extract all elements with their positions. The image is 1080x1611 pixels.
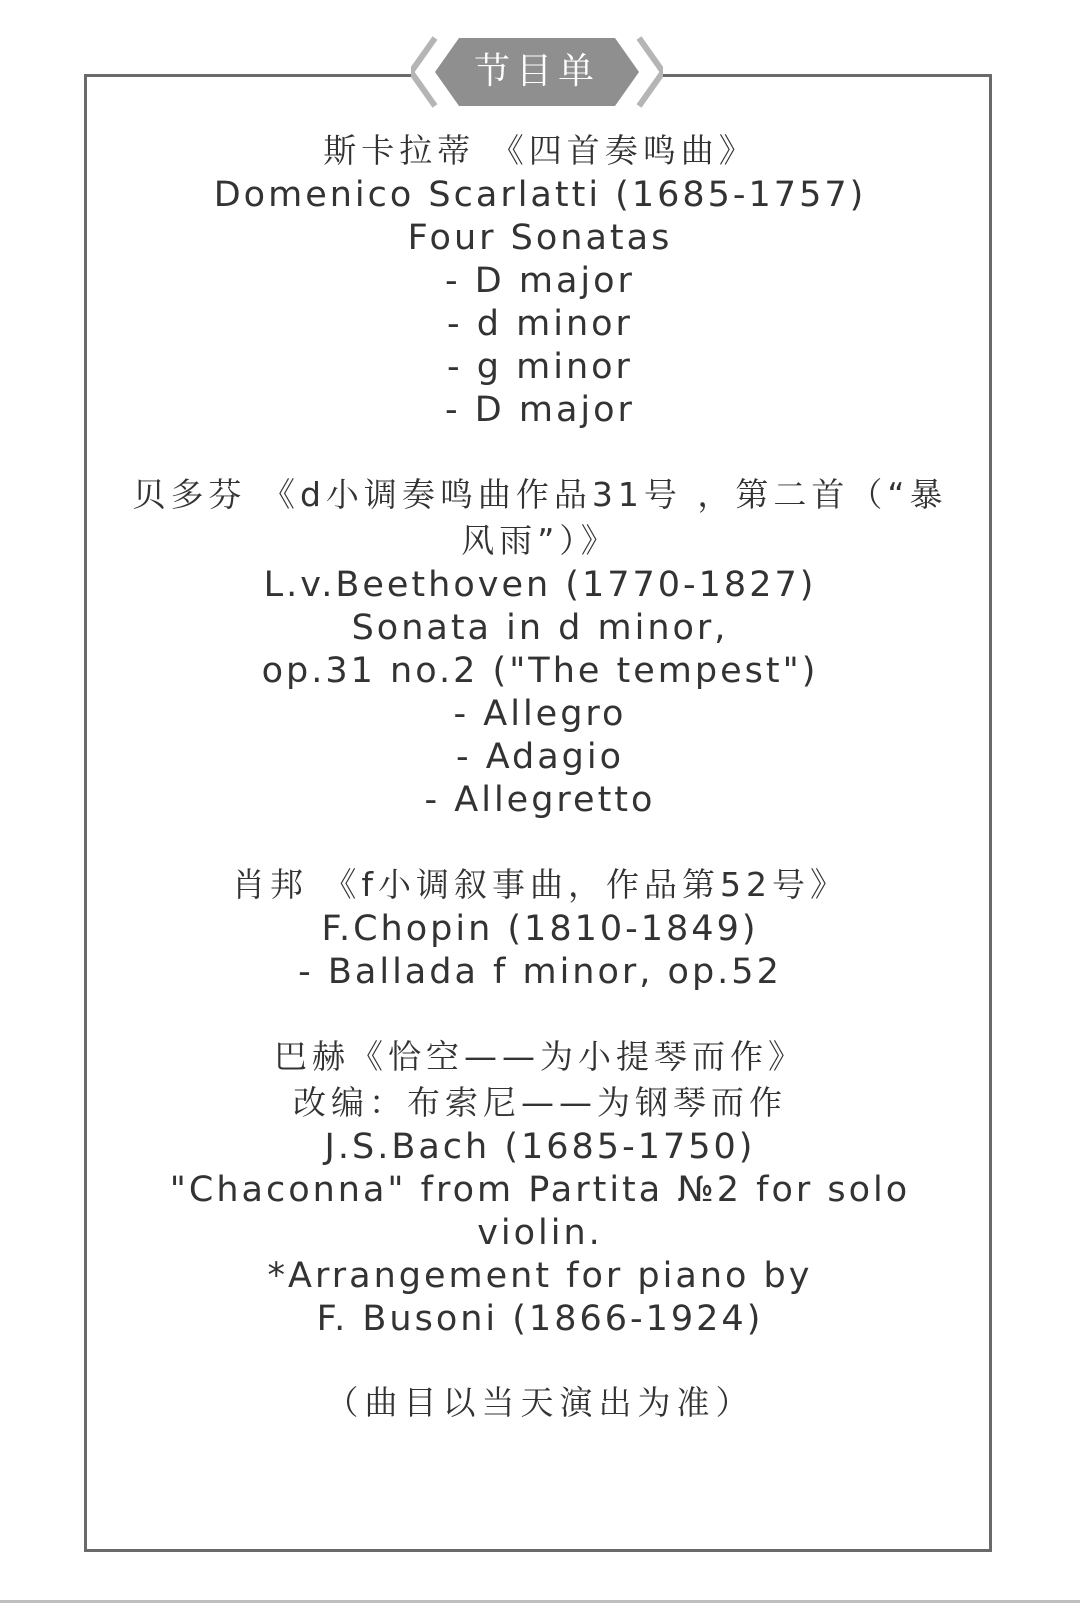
piece-line: - D major [445,390,635,430]
piece-line: op.31 no.2 ("The tempest") [261,651,819,691]
piece-title-zh: 贝多芬 《d小调奏鸣曲作品31号 ，第二首（“暴 [132,475,948,514]
piece-line: violin. [477,1213,603,1253]
section-spacer [100,994,980,1034]
program-section [100,862,980,994]
piece-line: *Arrangement for piano by [267,1256,813,1296]
piece-line: F.Chopin (1810-1849) [321,909,759,949]
program-section [100,128,980,432]
piece-line: - D major [445,261,635,301]
section-spacer [100,432,980,472]
section-spacer [100,822,980,862]
program-section [100,472,980,822]
section-spacer [100,1341,980,1381]
footer-note: （曲目以当天演出为准） [325,1383,755,1422]
piece-line: - Ballada f minor, op.52 [298,952,782,992]
piece-title-zh: 改编：布索尼——为钢琴而作 [293,1083,787,1122]
piece-line: - Allegro [453,694,627,734]
piece-line: Sonata in d minor, [351,608,729,648]
piece-line: - d minor [447,304,633,344]
piece-line: Domenico Scarlatti (1685-1757) [213,175,867,215]
piece-title-zh: 肖邦 《f小调叙事曲，作品第52号》 [231,865,849,904]
piece-title-zh: 风雨”）》 [461,521,619,560]
piece-line: - Allegretto [424,780,656,820]
piece-line: - Adagio [455,737,625,777]
piece-line: "Chaconna" from Partita №2 for solo [169,1170,911,1210]
piece-line: F. Busoni (1866-1924) [316,1299,764,1339]
program-section [100,1034,980,1341]
piece-line: - g minor [447,347,633,387]
piece-title-zh: 斯卡拉蒂 《四首奏鸣曲》 [323,131,757,170]
piece-line: J.S.Bach (1685-1750) [324,1127,756,1167]
program-title: 节目单 [473,51,600,92]
piece-title-zh: 巴赫《恰空——为小提琴而作》 [274,1037,806,1076]
bottom-divider [0,1600,1080,1603]
piece-line: Four Sonatas [407,218,673,258]
piece-line: L.v.Beethoven (1770-1827) [263,565,817,605]
header-badge [411,34,663,110]
program-list [100,128,980,1424]
